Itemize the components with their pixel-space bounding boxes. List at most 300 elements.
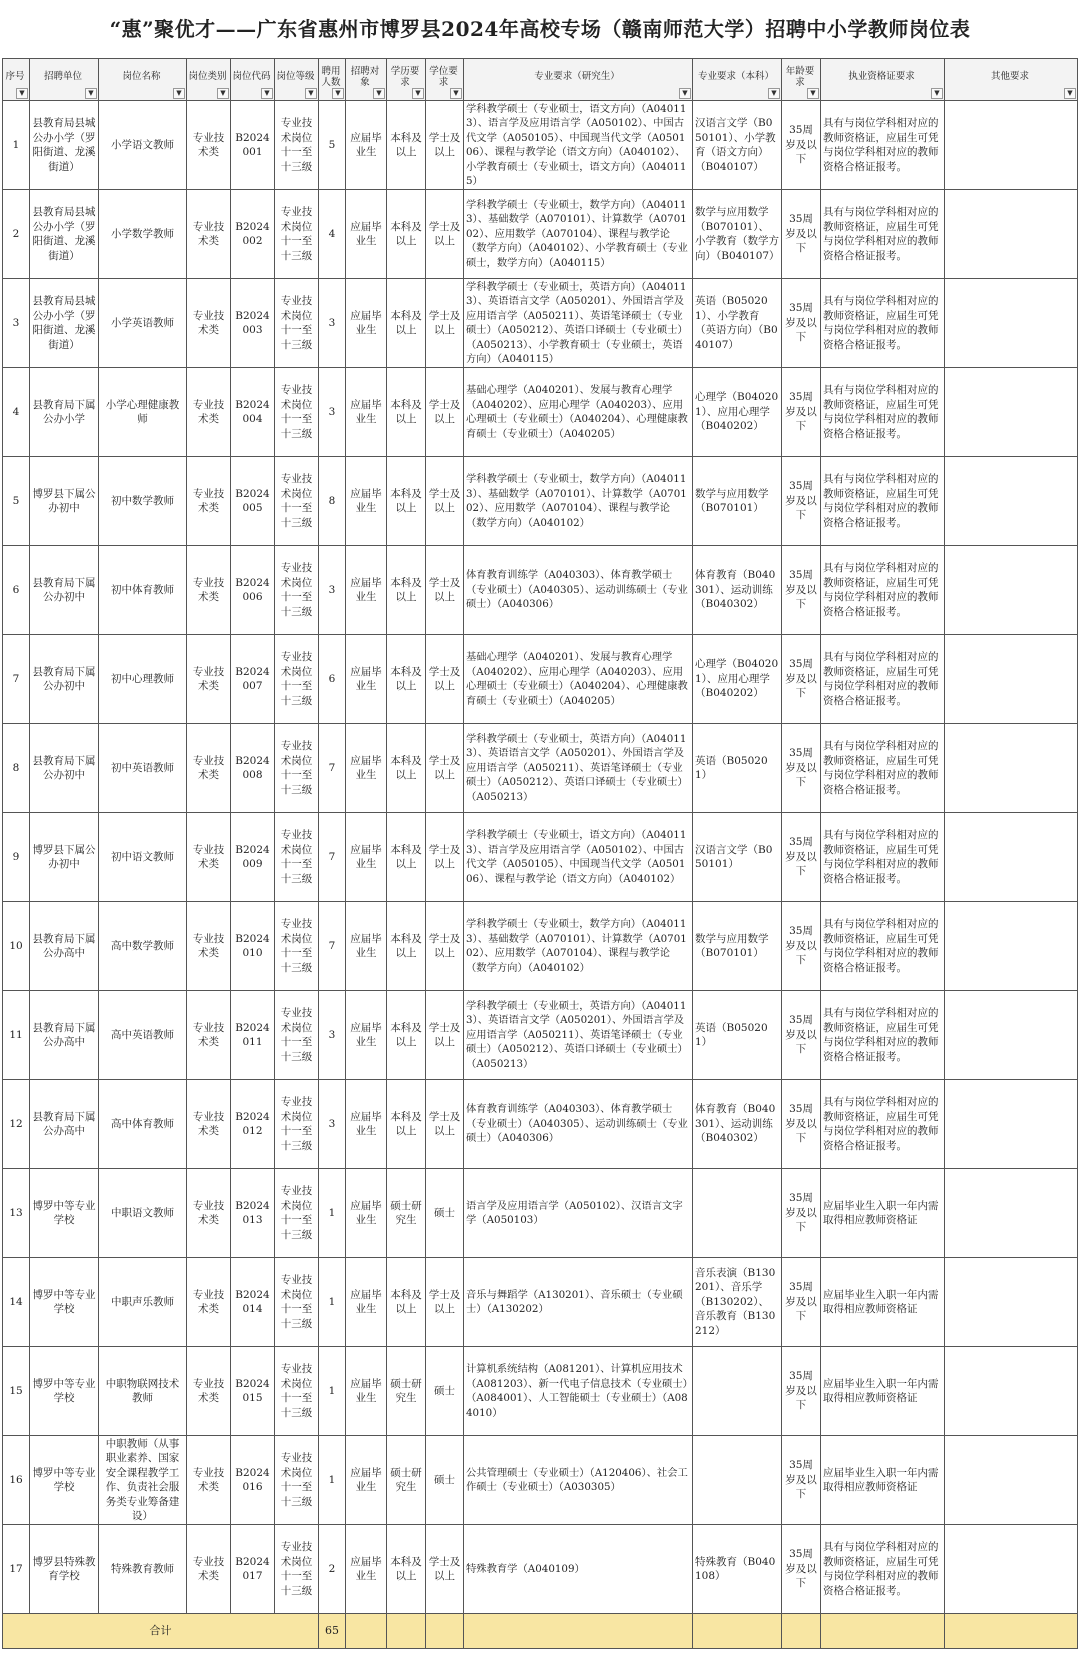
- cell-num: 1: [319, 1258, 346, 1347]
- cell-other: [945, 457, 1078, 546]
- cell-grade: 专业技术岗位十一至十三级: [275, 991, 319, 1080]
- cell-code: B2024015: [231, 1347, 275, 1436]
- cell-age: 35周岁及以下: [782, 1258, 821, 1347]
- cell-unit: 博罗中等专业学校: [30, 1436, 99, 1525]
- cell-code: B2024012: [231, 1080, 275, 1169]
- cell-cert: 具有与岗位学科相对应的教师资格证，应届生可凭与岗位学科相对应的教师资格合格证报考。: [821, 813, 945, 902]
- cell-num: 3: [319, 991, 346, 1080]
- table-row: [3, 546, 1078, 635]
- cell-post: 初中体育教师: [99, 546, 187, 635]
- cell-cert: 具有与岗位学科相对应的教师资格证，应届生可凭与岗位学科相对应的教师资格合格证报考。: [821, 724, 945, 813]
- table-row: [3, 190, 1078, 279]
- cell-post: 中职声乐教师: [99, 1258, 187, 1347]
- cell-seq: 3: [3, 279, 30, 368]
- cell-major-grad: 学科教学硕士（专业硕士，语文方向）（A040113）、语言学及应用语言学（A050102）、中国古代文学（A050105）、中国现当代文学（A050106）、课程与教学论（语文方向）（A040102）: [464, 813, 693, 902]
- cell-other: [945, 1347, 1078, 1436]
- cell-ptype: 专业技术类: [187, 368, 231, 457]
- cell-edu: 硕士研究生: [387, 1169, 426, 1258]
- cell-grade: 专业技术岗位十一至十三级: [275, 457, 319, 546]
- page-title: “惠”聚优才——广东省惠州市博罗县2024年高校专场（赣南师范大学）招聘中小学教师岗位表: [109, 17, 971, 41]
- cell-age: 35周岁及以下: [782, 635, 821, 724]
- cell-major-ug: 数学与应用数学（B070101）: [693, 902, 782, 991]
- filter-dropdown-icon[interactable]: ▼: [217, 88, 229, 99]
- cell-other: [945, 813, 1078, 902]
- cell-num: 6: [319, 635, 346, 724]
- cell-age: 35周岁及以下: [782, 190, 821, 279]
- cell-major-grad: 学科教学硕士（专业硕士，英语方向）（A040113）、英语语言文学（A050201）、外国语言学及应用语言学（A050211）、英语笔译硕士（专业硕士）（A050212）、英语口译硕士（专业硕士）（A050213）: [464, 724, 693, 813]
- header-grade: [275, 59, 319, 101]
- cell-major-grad: 体育教育训练学（A040303）、体育教学硕士（专业硕士）（A040305）、运动训练硕士（专业硕士）（A040306）: [464, 546, 693, 635]
- cell-unit: 县教育局下属公办高中: [30, 902, 99, 991]
- cell-other: [945, 1525, 1078, 1614]
- cell-seq: 17: [3, 1525, 30, 1614]
- table-row: [3, 279, 1078, 368]
- cell-num: 7: [319, 902, 346, 991]
- cell-num: 2: [319, 1525, 346, 1614]
- filter-dropdown-icon[interactable]: ▼: [412, 88, 424, 99]
- cell-ptype: 专业技术类: [187, 279, 231, 368]
- cell-num: 8: [319, 457, 346, 546]
- cell-other: [945, 279, 1078, 368]
- cell-age: 35周岁及以下: [782, 1080, 821, 1169]
- filter-dropdown-icon[interactable]: ▼: [261, 88, 273, 99]
- cell-code: B2024003: [231, 279, 275, 368]
- cell-num: 4: [319, 190, 346, 279]
- cell-unit: 县教育局县城公办小学（罗阳街道、龙溪街道）: [30, 190, 99, 279]
- cell-post: 中职语文教师: [99, 1169, 187, 1258]
- filter-dropdown-icon[interactable]: ▼: [931, 88, 943, 99]
- cell-other: [945, 635, 1078, 724]
- cell-ptype: 专业技术类: [187, 902, 231, 991]
- cell-seq: 10: [3, 902, 30, 991]
- cell-num: 5: [319, 101, 346, 190]
- table-row: [3, 813, 1078, 902]
- filter-dropdown-icon[interactable]: ▼: [807, 88, 819, 99]
- header-degree: [426, 59, 464, 101]
- cell-target: 应届毕业生: [346, 1525, 387, 1614]
- cell-target: 应届毕业生: [346, 1169, 387, 1258]
- cell-code: B2024016: [231, 1436, 275, 1525]
- cell-degree: 学士及以上: [426, 368, 464, 457]
- cell-major-grad: 音乐与舞蹈学（A130201）、音乐硕士（专业硕士）（A130202）: [464, 1258, 693, 1347]
- cell-degree: 学士及以上: [426, 190, 464, 279]
- header-seq: [3, 59, 30, 101]
- cell-cert: 具有与岗位学科相对应的教师资格证，应届生可凭与岗位学科相对应的教师资格合格证报考。: [821, 368, 945, 457]
- cell-degree: 学士及以上: [426, 635, 464, 724]
- cell-cert: 具有与岗位学科相对应的教师资格证，应届生可凭与岗位学科相对应的教师资格合格证报考。: [821, 902, 945, 991]
- cell-edu: 本科及以上: [387, 635, 426, 724]
- cell-num: 1: [319, 1169, 346, 1258]
- cell-major-grad: 体育教育训练学（A040303）、体育教学硕士（专业硕士）（A040305）、运动训练硕士（专业硕士）（A040306）: [464, 1080, 693, 1169]
- cell-major-ug: 英语（B050201）、小学教育（英语方向）（B040107）: [693, 279, 782, 368]
- cell-seq: 9: [3, 813, 30, 902]
- cell-major-ug: 心理学（B040201）、应用心理学（B040202）: [693, 368, 782, 457]
- cell-major-grad: 学科教学硕士（专业硕士，数学方向）（A040113）、基础数学（A070101）、计算数学（A070102）、应用数学（A070104）、课程与教学论（数学方向）（A040102）: [464, 457, 693, 546]
- header-ptype-label: 岗位类别: [188, 71, 227, 82]
- cell-age: 35周岁及以下: [782, 368, 821, 457]
- cell-unit: 县教育局县城公办小学（罗阳街道、龙溪街道）: [30, 101, 99, 190]
- total-empty-cell: [821, 1614, 945, 1649]
- cell-ptype: 专业技术类: [187, 1436, 231, 1525]
- cell-degree: 学士及以上: [426, 1080, 464, 1169]
- header-seq-label: 序号: [5, 71, 25, 82]
- total-empty-cell: [782, 1614, 821, 1649]
- header-other: [945, 59, 1078, 101]
- table-row: [3, 1436, 1078, 1525]
- cell-degree: 学士及以上: [426, 1525, 464, 1614]
- total-empty-cell: [464, 1614, 693, 1649]
- cell-degree: 硕士: [426, 1347, 464, 1436]
- filter-dropdown-icon[interactable]: ▼: [85, 88, 97, 99]
- cell-code: B2024011: [231, 991, 275, 1080]
- filter-dropdown-icon[interactable]: ▼: [16, 88, 28, 99]
- cell-age: 35周岁及以下: [782, 1525, 821, 1614]
- total-row: [3, 1614, 1078, 1649]
- cell-other: [945, 1169, 1078, 1258]
- cell-seq: 6: [3, 546, 30, 635]
- header-post-label: 岗位名称: [122, 71, 161, 82]
- cell-post: 初中心理教师: [99, 635, 187, 724]
- header-target: [346, 59, 387, 101]
- cell-code: B2024014: [231, 1258, 275, 1347]
- cell-seq: 12: [3, 1080, 30, 1169]
- filter-dropdown-icon[interactable]: ▼: [173, 88, 185, 99]
- cell-ptype: 专业技术类: [187, 1347, 231, 1436]
- cell-num: 3: [319, 279, 346, 368]
- cell-ptype: 专业技术类: [187, 1169, 231, 1258]
- cell-target: 应届毕业生: [346, 101, 387, 190]
- cell-edu: 本科及以上: [387, 902, 426, 991]
- cell-grade: 专业技术岗位十一至十三级: [275, 1258, 319, 1347]
- header-major-ug-label: 专业要求（本科）: [697, 71, 774, 82]
- table-row: [3, 1080, 1078, 1169]
- cell-seq: 15: [3, 1347, 30, 1436]
- cell-target: 应届毕业生: [346, 1347, 387, 1436]
- cell-ptype: 专业技术类: [187, 1525, 231, 1614]
- cell-edu: 本科及以上: [387, 279, 426, 368]
- cell-ptype: 专业技术类: [187, 724, 231, 813]
- cell-other: [945, 1080, 1078, 1169]
- table-row: [3, 724, 1078, 813]
- cell-major-ug: 特殊教育（B040108）: [693, 1525, 782, 1614]
- cell-target: 应届毕业生: [346, 1436, 387, 1525]
- header-code: [231, 59, 275, 101]
- cell-target: 应届毕业生: [346, 279, 387, 368]
- cell-post: 初中英语教师: [99, 724, 187, 813]
- cell-age: 35周岁及以下: [782, 991, 821, 1080]
- cell-unit: 县教育局下属公办小学: [30, 368, 99, 457]
- table-body: [3, 101, 1078, 1614]
- header-ptype: [187, 59, 231, 101]
- recruitment-table: [2, 58, 1078, 1649]
- cell-major-grad: 特殊教育学（A040109）: [464, 1525, 693, 1614]
- header-major-grad: [464, 59, 693, 101]
- cell-target: 应届毕业生: [346, 368, 387, 457]
- cell-unit: 博罗县下属公办初中: [30, 457, 99, 546]
- cell-major-ug: 体育教育（B040301）、运动训练（B040302）: [693, 1080, 782, 1169]
- cell-age: 35周岁及以下: [782, 1169, 821, 1258]
- cell-post: 中职物联网技术教师: [99, 1347, 187, 1436]
- cell-num: 7: [319, 813, 346, 902]
- cell-edu: 本科及以上: [387, 991, 426, 1080]
- cell-ptype: 专业技术类: [187, 546, 231, 635]
- cell-degree: 学士及以上: [426, 457, 464, 546]
- cell-edu: 本科及以上: [387, 1080, 426, 1169]
- cell-cert: 具有与岗位学科相对应的教师资格证，应届生可凭与岗位学科相对应的教师资格合格证报考。: [821, 1525, 945, 1614]
- cell-major-ug: [693, 1169, 782, 1258]
- cell-major-ug: 音乐表演（B130201）、音乐学（B130202）、音乐教育（B130212）: [693, 1258, 782, 1347]
- cell-major-ug: 数学与应用数学（B070101）、小学教育（数学方向）（B040107）: [693, 190, 782, 279]
- header-grade-label: 岗位等级: [276, 71, 315, 82]
- cell-seq: 8: [3, 724, 30, 813]
- total-empty-cell: [387, 1614, 426, 1649]
- cell-edu: 本科及以上: [387, 368, 426, 457]
- cell-code: B2024010: [231, 902, 275, 991]
- cell-code: B2024005: [231, 457, 275, 546]
- cell-edu: 本科及以上: [387, 457, 426, 546]
- filter-dropdown-icon[interactable]: ▼: [1064, 88, 1076, 99]
- cell-code: B2024006: [231, 546, 275, 635]
- cell-code: B2024009: [231, 813, 275, 902]
- cell-ptype: 专业技术类: [187, 101, 231, 190]
- total-empty-cell: [693, 1614, 782, 1649]
- filter-dropdown-icon[interactable]: ▼: [373, 88, 385, 99]
- cell-target: 应届毕业生: [346, 1258, 387, 1347]
- cell-cert: 具有与岗位学科相对应的教师资格证，应届生可凭与岗位学科相对应的教师资格合格证报考。: [821, 457, 945, 546]
- cell-num: 1: [319, 1436, 346, 1525]
- cell-other: [945, 991, 1078, 1080]
- cell-cert: 具有与岗位学科相对应的教师资格证，应届生可凭与岗位学科相对应的教师资格合格证报考。: [821, 190, 945, 279]
- cell-target: 应届毕业生: [346, 1080, 387, 1169]
- total-empty-cell: [426, 1614, 464, 1649]
- cell-major-grad: 学科教学硕士（专业硕士，英语方向）（A040113）、英语语言文学（A050201）、外国语言学及应用语言学（A050211）、英语笔译硕士（专业硕士）（A050212）、英语口译硕士（专业硕士）（A050213）、小学教育硕士（专业硕士，英语方向）（A040115）: [464, 279, 693, 368]
- cell-ptype: 专业技术类: [187, 813, 231, 902]
- cell-major-ug: 体育教育（B040301）、运动训练（B040302）: [693, 546, 782, 635]
- cell-ptype: 专业技术类: [187, 635, 231, 724]
- cell-ptype: 专业技术类: [187, 1080, 231, 1169]
- cell-other: [945, 546, 1078, 635]
- cell-age: 35周岁及以下: [782, 1436, 821, 1525]
- cell-target: 应届毕业生: [346, 190, 387, 279]
- cell-post: 高中数学教师: [99, 902, 187, 991]
- cell-grade: 专业技术岗位十一至十三级: [275, 546, 319, 635]
- cell-unit: 县教育局下属公办初中: [30, 724, 99, 813]
- cell-other: [945, 1258, 1078, 1347]
- cell-ptype: 专业技术类: [187, 991, 231, 1080]
- cell-num: 7: [319, 724, 346, 813]
- total-num: 65: [319, 1614, 346, 1649]
- filter-dropdown-icon[interactable]: ▼: [450, 88, 462, 99]
- cell-target: 应届毕业生: [346, 724, 387, 813]
- cell-age: 35周岁及以下: [782, 902, 821, 991]
- cell-major-ug: 英语（B050201）: [693, 724, 782, 813]
- cell-degree: 学士及以上: [426, 101, 464, 190]
- cell-code: B2024004: [231, 368, 275, 457]
- cell-age: 35周岁及以下: [782, 724, 821, 813]
- cell-edu: 本科及以上: [387, 1258, 426, 1347]
- cell-post: 小学英语教师: [99, 279, 187, 368]
- table-row: [3, 1258, 1078, 1347]
- cell-grade: 专业技术岗位十一至十三级: [275, 635, 319, 724]
- header-num-label: 聘用人数: [321, 65, 341, 88]
- cell-target: 应届毕业生: [346, 546, 387, 635]
- cell-num: 1: [319, 1347, 346, 1436]
- cell-cert: 具有与岗位学科相对应的教师资格证，应届生可凭与岗位学科相对应的教师资格合格证报考。: [821, 279, 945, 368]
- cell-grade: 专业技术岗位十一至十三级: [275, 1436, 319, 1525]
- cell-num: 3: [319, 368, 346, 457]
- header-edu-label: 学历要求: [390, 65, 420, 88]
- cell-unit: 县教育局下属公办初中: [30, 546, 99, 635]
- cell-post: 小学语文教师: [99, 101, 187, 190]
- header-age-label: 年龄要求: [785, 65, 815, 88]
- cell-cert: 应届毕业生入职一年内需取得相应教师资格证: [821, 1169, 945, 1258]
- header-num: [319, 59, 346, 101]
- table-row: [3, 1525, 1078, 1614]
- table-row: [3, 991, 1078, 1080]
- cell-other: [945, 368, 1078, 457]
- filter-dropdown-icon[interactable]: ▼: [305, 88, 317, 99]
- filter-dropdown-icon[interactable]: ▼: [768, 88, 780, 99]
- table-row: [3, 457, 1078, 546]
- table-row: [3, 902, 1078, 991]
- cell-cert: 应届毕业生入职一年内需取得相应教师资格证: [821, 1436, 945, 1525]
- cell-cert: 具有与岗位学科相对应的教师资格证，应届生可凭与岗位学科相对应的教师资格合格证报考。: [821, 635, 945, 724]
- header-unit: [30, 59, 99, 101]
- cell-seq: 14: [3, 1258, 30, 1347]
- cell-major-grad: 语言学及应用语言学（A050102）、汉语言文字学（A050103）: [464, 1169, 693, 1258]
- cell-major-ug: 心理学（B040201）、应用心理学（B040202）: [693, 635, 782, 724]
- cell-major-ug: 汉语言文学（B050101）: [693, 813, 782, 902]
- cell-code: B2024017: [231, 1525, 275, 1614]
- header-age: [782, 59, 821, 101]
- cell-cert: 应届毕业生入职一年内需取得相应教师资格证: [821, 1258, 945, 1347]
- cell-seq: 7: [3, 635, 30, 724]
- header-target-label: 招聘对象: [350, 65, 380, 88]
- cell-degree: 学士及以上: [426, 902, 464, 991]
- cell-major-grad: 公共管理硕士（专业硕士）（A120406）、社会工作硕士（专业硕士）（A030305）: [464, 1436, 693, 1525]
- cell-other: [945, 724, 1078, 813]
- cell-post: 小学数学教师: [99, 190, 187, 279]
- cell-cert: 具有与岗位学科相对应的教师资格证，应届生可凭与岗位学科相对应的教师资格合格证报考。: [821, 1080, 945, 1169]
- cell-edu: 硕士研究生: [387, 1347, 426, 1436]
- table-row: [3, 635, 1078, 724]
- table-row: [3, 368, 1078, 457]
- cell-post: 中职教师（从事职业素养、国家安全课程教学工作、负责社会服务类专业筹备建设）: [99, 1436, 187, 1525]
- cell-grade: 专业技术岗位十一至十三级: [275, 1169, 319, 1258]
- cell-grade: 专业技术岗位十一至十三级: [275, 902, 319, 991]
- header-edu: [387, 59, 426, 101]
- cell-post: 高中体育教师: [99, 1080, 187, 1169]
- cell-num: 3: [319, 546, 346, 635]
- header-row: [3, 59, 1078, 101]
- cell-unit: 博罗县下属公办初中: [30, 813, 99, 902]
- header-major-ug: [693, 59, 782, 101]
- header-major-grad-label: 专业要求（研究生）: [534, 71, 620, 82]
- cell-seq: 16: [3, 1436, 30, 1525]
- cell-grade: 专业技术岗位十一至十三级: [275, 101, 319, 190]
- cell-other: [945, 902, 1078, 991]
- cell-degree: 硕士: [426, 1169, 464, 1258]
- cell-unit: 县教育局下属公办高中: [30, 991, 99, 1080]
- cell-edu: 本科及以上: [387, 813, 426, 902]
- filter-dropdown-icon[interactable]: ▼: [679, 88, 691, 99]
- cell-edu: 本科及以上: [387, 724, 426, 813]
- cell-seq: 2: [3, 190, 30, 279]
- cell-degree: 硕士: [426, 1436, 464, 1525]
- cell-major-grad: 基础心理学（A040201）、发展与教育心理学（A040202）、应用心理学（A040203）、应用心理硕士（专业硕士）（A040204）、心理健康教育硕士（专业硕士）（A040205）: [464, 635, 693, 724]
- cell-post: 初中语文教师: [99, 813, 187, 902]
- cell-code: B2024013: [231, 1169, 275, 1258]
- cell-major-ug: [693, 1347, 782, 1436]
- cell-target: 应届毕业生: [346, 991, 387, 1080]
- cell-edu: 硕士研究生: [387, 1436, 426, 1525]
- cell-cert: 具有与岗位学科相对应的教师资格证，应届生可凭与岗位学科相对应的教师资格合格证报考。: [821, 991, 945, 1080]
- cell-code: B2024002: [231, 190, 275, 279]
- cell-edu: 本科及以上: [387, 190, 426, 279]
- cell-degree: 学士及以上: [426, 1258, 464, 1347]
- cell-edu: 本科及以上: [387, 101, 426, 190]
- cell-unit: 博罗中等专业学校: [30, 1169, 99, 1258]
- table-row: [3, 101, 1078, 190]
- cell-grade: 专业技术岗位十一至十三级: [275, 279, 319, 368]
- cell-cert: 具有与岗位学科相对应的教师资格证，应届生可凭与岗位学科相对应的教师资格合格证报考。: [821, 546, 945, 635]
- cell-age: 35周岁及以下: [782, 813, 821, 902]
- cell-ptype: 专业技术类: [187, 1258, 231, 1347]
- cell-grade: 专业技术岗位十一至十三级: [275, 1080, 319, 1169]
- cell-ptype: 专业技术类: [187, 457, 231, 546]
- cell-grade: 专业技术岗位十一至十三级: [275, 1347, 319, 1436]
- cell-major-grad: 计算机系统结构（A081201）、计算机应用技术（A081203）、新一代电子信息技术（专业硕士）（A084001）、人工智能硕士（专业硕士）（A084010）: [464, 1347, 693, 1436]
- cell-seq: 1: [3, 101, 30, 190]
- cell-other: [945, 1436, 1078, 1525]
- filter-dropdown-icon[interactable]: ▼: [332, 88, 344, 99]
- cell-major-ug: [693, 1436, 782, 1525]
- cell-age: 35周岁及以下: [782, 1347, 821, 1436]
- cell-edu: 本科及以上: [387, 546, 426, 635]
- cell-grade: 专业技术岗位十一至十三级: [275, 813, 319, 902]
- total-empty-cell: [945, 1614, 1078, 1649]
- cell-degree: 学士及以上: [426, 724, 464, 813]
- header-cert-label: 执业资格证要求: [848, 71, 915, 82]
- cell-age: 35周岁及以下: [782, 279, 821, 368]
- cell-degree: 学士及以上: [426, 991, 464, 1080]
- cell-post: 小学心理健康教师: [99, 368, 187, 457]
- cell-unit: 博罗县特殊教育学校: [30, 1525, 99, 1614]
- cell-grade: 专业技术岗位十一至十三级: [275, 724, 319, 813]
- cell-seq: 5: [3, 457, 30, 546]
- cell-major-ug: 英语（B050201）: [693, 991, 782, 1080]
- cell-code: B2024007: [231, 635, 275, 724]
- cell-degree: 学士及以上: [426, 813, 464, 902]
- header-post: [99, 59, 187, 101]
- cell-unit: 县教育局县城公办小学（罗阳街道、龙溪街道）: [30, 279, 99, 368]
- cell-other: [945, 190, 1078, 279]
- header-unit-label: 招聘单位: [43, 71, 82, 82]
- cell-cert: 具有与岗位学科相对应的教师资格证，应届生可凭与岗位学科相对应的教师资格合格证报考。: [821, 101, 945, 190]
- cell-code: B2024008: [231, 724, 275, 813]
- cell-degree: 学士及以上: [426, 279, 464, 368]
- cell-seq: 13: [3, 1169, 30, 1258]
- cell-cert: 应届毕业生入职一年内需取得相应教师资格证: [821, 1347, 945, 1436]
- cell-unit: 博罗中等专业学校: [30, 1258, 99, 1347]
- header-cert: [821, 59, 945, 101]
- cell-target: 应届毕业生: [346, 635, 387, 724]
- header-degree-label: 学位要求: [429, 65, 458, 88]
- cell-ptype: 专业技术类: [187, 190, 231, 279]
- cell-major-ug: 汉语言文学（B050101）、小学教育（语文方向）（B040107）: [693, 101, 782, 190]
- cell-grade: 专业技术岗位十一至十三级: [275, 1525, 319, 1614]
- total-empty-cell: [346, 1614, 387, 1649]
